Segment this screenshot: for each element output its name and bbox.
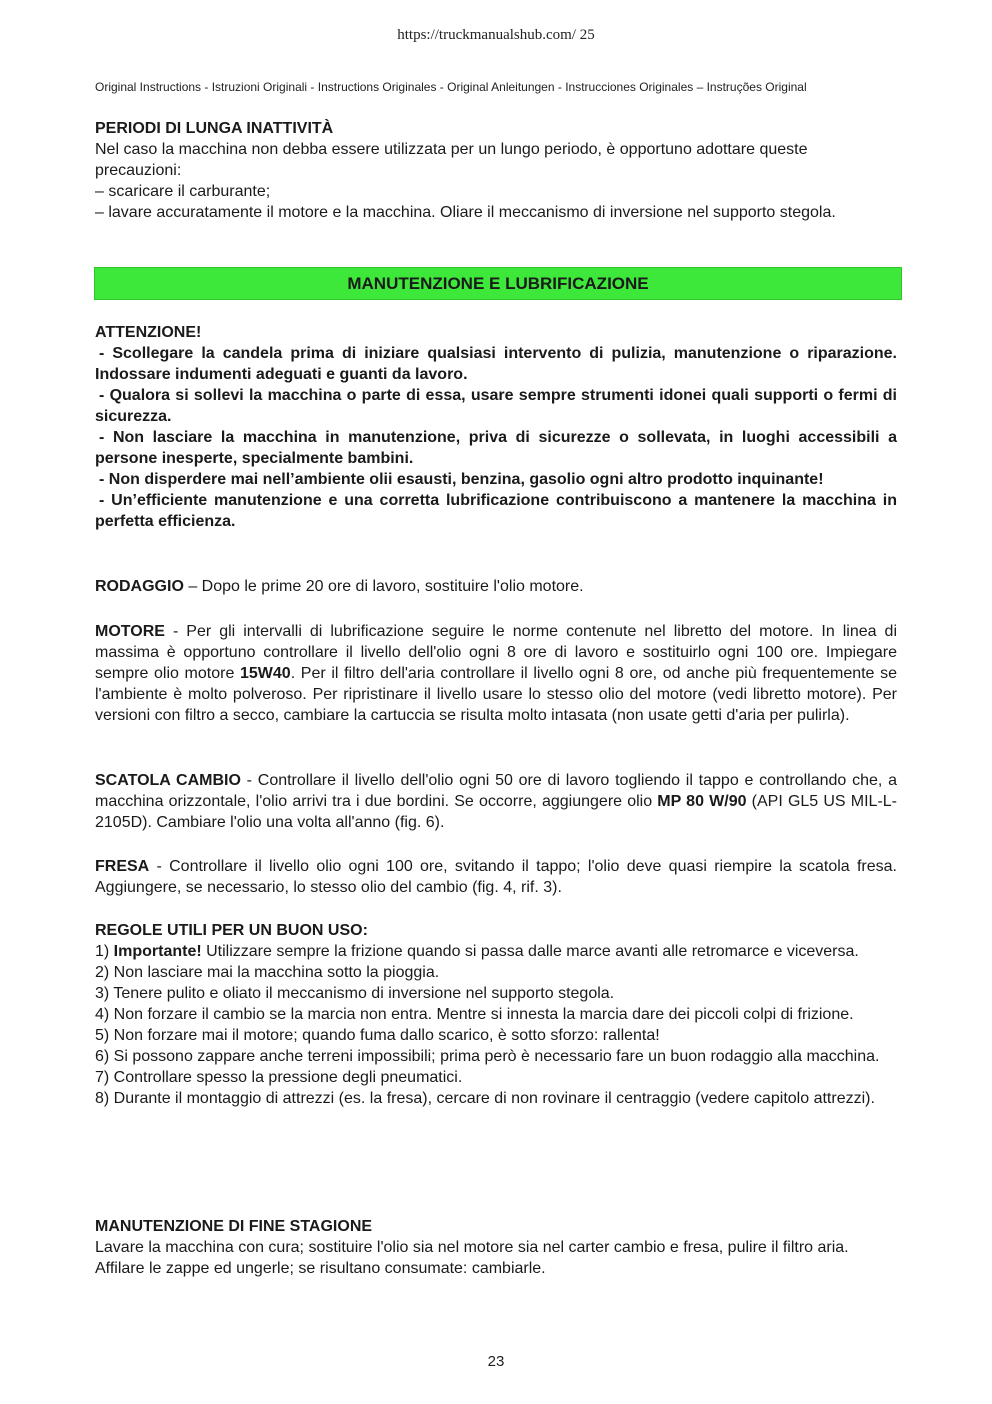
inactivity-intro: Nel caso la macchina non debba essere utilizzata per un lungo periodo, è opportuno adottare queste precauzioni: xyxy=(95,141,808,179)
cambio-oil-spec: MP 80 W/90 xyxy=(657,793,747,810)
inactivity-item-2: – lavare accuratamente il motore e la macchina. Oliare il meccanismo di inversione nel supporto stegola. xyxy=(95,204,836,221)
rule-item: 6) Si possono zappare anche terreni impossibili; prima però è necessario fare un buon rodaggio alla macchina. xyxy=(95,1048,880,1065)
banner-title: MANUTENZIONE E LUBRIFICAZIONE xyxy=(347,273,649,293)
cambio-paragraph xyxy=(95,770,897,833)
rodaggio-paragraph xyxy=(95,576,897,597)
motore-oil-spec: 15W40 xyxy=(240,665,291,682)
rodaggio-text: – Dopo le prime 20 ore di lavoro, sostituire l'olio motore. xyxy=(183,578,584,595)
attention-item: - Non lasciare la macchina in manutenzione, priva di sicurezze o sollevata, in luoghi accessibili a persone inesperte, specialmente bambini. xyxy=(95,429,897,467)
cambio-text-1: - Controllare il livello dell'olio ogni 50 ore di lavoro togliendo il tappo e controllando che, a macchina orizzontale, l'olio arrivi tra i due bordini. Se occorre, aggiungere olio xyxy=(95,772,897,810)
fresa-label: FRESA xyxy=(95,858,150,875)
inactivity-heading: PERIODI DI LUNGA INATTIVITÀ xyxy=(95,120,334,137)
attention-item: - Qualora si sollevi la macchina o parte di essa, usare sempre strumenti idonei quali supporti o fermi di sicurezza. xyxy=(95,387,897,425)
fresa-text: - Controllare il livello olio ogni 100 ore, svitando il tappo; l'olio deve quasi riempire la scatola fresa. Aggiungere, se necessario, lo stesso olio del cambio (fig. 4, rif. 3). xyxy=(95,858,897,896)
rules-heading: REGOLE UTILI PER UN BUON USO: xyxy=(95,922,368,939)
rule-text: Utilizzare sempre la frizione quando si passa dalle marce avanti alle retromarce e viceversa. xyxy=(201,943,859,960)
source-url: https://truckmanualshub.com/ 25 xyxy=(397,27,595,43)
fresa-paragraph xyxy=(95,856,897,898)
section-banner xyxy=(94,267,902,300)
cambio-text-2: (API GL5 US MIL-L-2105D). Cambiare l'olio una volta all'anno (fig. 6). xyxy=(95,793,898,831)
attention-heading: ATTENZIONE! xyxy=(95,324,202,341)
season-section xyxy=(95,1216,895,1279)
rodaggio-label: RODAGGIO xyxy=(95,578,184,595)
page-number: 23 xyxy=(487,1353,505,1370)
motore-text-1: - Per gli intervalli di lubrificazione seguire le norme contenute nel libretto del motore. In linea di massima è opportuno controllare il livello dell'olio ogni 8 ore di lavoro e sostituirlo ogni 100 ore. Impiegare sempre olio motore xyxy=(95,623,897,682)
attention-item: - Un’efficiente manutenzione e una corretta lubrificazione contribuiscono a mantenere la macchina in perfetta efficienza. xyxy=(95,492,897,530)
rule-item: 5) Non forzare mai il motore; quando fuma dallo scarico, è sotto sforzo: rallenta! xyxy=(95,1027,660,1044)
rule-important: Importante! xyxy=(113,943,202,960)
rule-item: 4) Non forzare il cambio se la marcia non entra. Mentre si innesta la marcia dare dei piccoli colpi di frizione. xyxy=(95,1006,854,1023)
inactivity-section xyxy=(95,118,897,223)
rule-item xyxy=(95,941,903,962)
attention-section xyxy=(95,322,897,532)
attention-item: - Scollegare la candela prima di iniziare qualsiasi intervento di pulizia, manutenzione o riparazione. Indossare indumenti adeguati e guanti da lavoro. xyxy=(95,345,897,383)
motore-text-2: . Per il filtro dell'aria controllare il livello ogni 8 ore, od anche più frequentemente se l'ambiente è molto polveroso. Per ripristinare il livello usare lo stesso olio del motore (vedi libretto motore). Per versioni con filtro a secco, cambiare la cartuccia se risulta molto intasata (non usate getti d'aria per pulirla). xyxy=(95,665,898,724)
rules-section xyxy=(95,920,903,1109)
season-text: Lavare la macchina con cura; sostituire l'olio sia nel motore sia nel carter cambio e fresa, pulire il filtro aria. Affilare le zappe ed ungerle; se risultano consumate: cambiarle. xyxy=(95,1239,849,1277)
rule-item: 7) Controllare spesso la pressione degli pneumatici. xyxy=(95,1069,463,1086)
attention-item: - Non disperdere mai nell’ambiente olii esausti, benzina, gasolio ogni altro prodotto inquinante! xyxy=(99,471,824,488)
rule-item: 3) Tenere pulito e oliato il meccanismo di inversione nel supporto stegola. xyxy=(95,985,615,1002)
season-heading: MANUTENZIONE DI FINE STAGIONE xyxy=(95,1218,373,1235)
motore-paragraph xyxy=(95,621,897,726)
rule-item: 8) Durante il montaggio di attrezzi (es. la fresa), cercare di non rovinare il centraggio (vedere capitolo attrezzi). xyxy=(95,1090,875,1107)
inactivity-item-1: – scaricare il carburante; xyxy=(95,183,271,200)
motore-label: MOTORE xyxy=(95,623,165,640)
document-subtitle: Original Instructions - Istruzioni Originali - Instructions Originales - Original Anleitungen - Instrucciones Originales – Instruções Original xyxy=(95,80,807,94)
rule-item: 2) Non lasciare mai la macchina sotto la pioggia. xyxy=(95,964,440,981)
cambio-label: SCATOLA CAMBIO xyxy=(95,772,241,789)
rule-number: 1) xyxy=(95,943,114,960)
